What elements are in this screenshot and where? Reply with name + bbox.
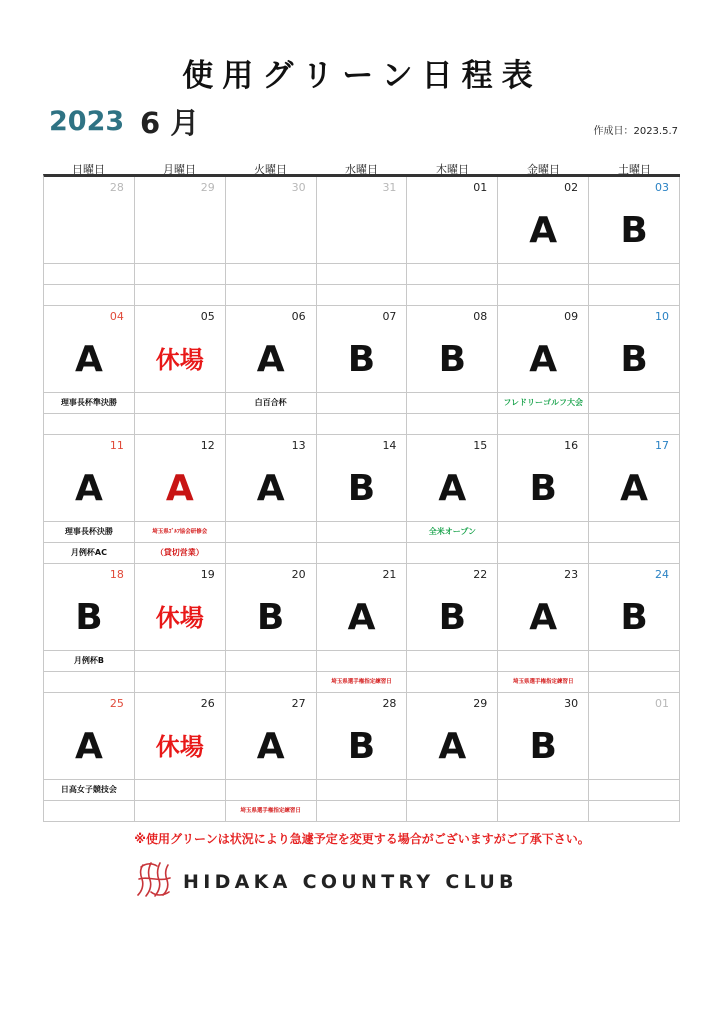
event-cell <box>498 801 589 822</box>
day-cell <box>498 693 589 780</box>
green-label: A <box>620 468 649 509</box>
day-number: 30 <box>564 697 579 710</box>
event-cell <box>407 393 498 414</box>
day-cell <box>498 177 589 264</box>
weekday-sunday: 日曜日 <box>72 163 105 176</box>
weekday-saturday: 土曜日 <box>618 163 651 176</box>
day-number: 18 <box>109 568 124 581</box>
event-cell <box>226 543 317 564</box>
green-label: A <box>438 468 467 509</box>
event-cell <box>317 522 408 543</box>
green-label: A <box>256 339 285 380</box>
green-label: A <box>529 339 558 380</box>
event-cell: 白百合杯 <box>226 393 317 414</box>
closed-label: 休場 <box>155 733 204 761</box>
event-cell <box>317 651 408 672</box>
weekday-monday: 月曜日 <box>163 163 196 176</box>
green-label: B <box>529 468 557 509</box>
green-label: B <box>347 339 376 380</box>
event-row <box>44 414 680 435</box>
day-number: 02 <box>564 181 579 194</box>
day-number: 19 <box>200 568 215 581</box>
event-row <box>44 393 680 414</box>
event-cell: 埼玉県選手権指定練習日 <box>226 801 317 822</box>
event-cell <box>317 393 408 414</box>
event-cell <box>135 780 226 801</box>
event-cell <box>407 264 498 285</box>
event-row <box>44 543 680 564</box>
week-row <box>44 306 680 393</box>
day-number: 24 <box>655 568 670 581</box>
day-cell <box>589 306 680 393</box>
event-cell <box>226 285 317 306</box>
event-cell: フレドリーゴルフ大会 <box>498 393 589 414</box>
event-cell <box>44 285 135 306</box>
day-cell <box>226 177 317 264</box>
day-number: 08 <box>473 310 488 323</box>
day-number: 29 <box>200 181 215 194</box>
event-cell <box>498 285 589 306</box>
day-number: 03 <box>655 181 670 194</box>
event-cell <box>226 522 317 543</box>
day-number: 26 <box>200 697 215 710</box>
day-cell <box>317 435 408 522</box>
green-label: A <box>74 339 103 380</box>
green-label: A <box>74 468 103 509</box>
event-cell <box>135 264 226 285</box>
event-cell <box>135 393 226 414</box>
green-label: B <box>347 468 376 509</box>
day-cell <box>226 435 317 522</box>
event-row <box>44 672 680 693</box>
day-cell <box>498 306 589 393</box>
weekday-thursday: 木曜日 <box>436 163 469 176</box>
day-number: 31 <box>382 181 397 194</box>
day-number: 01 <box>473 181 488 194</box>
week-row <box>44 564 680 651</box>
day-number: 21 <box>382 568 397 581</box>
day-cell <box>226 564 317 651</box>
event-cell <box>407 780 498 801</box>
event-row <box>44 801 680 822</box>
event-cell <box>135 801 226 822</box>
day-number: 15 <box>473 439 488 452</box>
event-cell <box>317 285 408 306</box>
event-cell <box>44 264 135 285</box>
day-cell <box>135 306 226 393</box>
event-cell: 埼玉県選手権指定練習日 <box>317 672 408 693</box>
day-cell <box>407 693 498 780</box>
event-cell <box>44 414 135 435</box>
day-number: 25 <box>109 697 124 710</box>
day-cell <box>226 693 317 780</box>
day-cell <box>407 435 498 522</box>
day-cell <box>317 693 408 780</box>
event-cell <box>589 522 680 543</box>
day-cell <box>589 435 680 522</box>
day-number: 22 <box>473 568 488 581</box>
week-row <box>44 177 680 264</box>
day-cell <box>498 435 589 522</box>
day-number: 07 <box>382 310 397 323</box>
event-cell: 全米オープン <box>407 522 498 543</box>
day-cell <box>407 564 498 651</box>
event-row <box>44 651 680 672</box>
event-cell <box>589 543 680 564</box>
green-label: A <box>529 597 558 638</box>
green-label: A <box>256 726 285 767</box>
day-cell <box>135 564 226 651</box>
green-label: B <box>620 339 648 380</box>
event-cell <box>407 414 498 435</box>
event-cell: 埼玉県選手権指定練習日 <box>498 672 589 693</box>
green-label: B <box>256 597 285 638</box>
day-number: 20 <box>291 568 306 581</box>
week-row <box>44 693 680 780</box>
closed-label: 休場 <box>155 346 204 374</box>
event-cell <box>135 651 226 672</box>
page-title: 使用グリーン日程表 <box>182 58 542 94</box>
green-label: A <box>529 210 558 251</box>
event-cell: （貸切営業） <box>135 543 226 564</box>
event-cell <box>407 285 498 306</box>
day-number: 29 <box>473 697 488 710</box>
event-cell: 日高女子競技会 <box>44 780 135 801</box>
green-label: A <box>74 726 103 767</box>
day-cell <box>226 306 317 393</box>
day-number: 27 <box>291 697 306 710</box>
schedule-note: ※使用グリーンは状況により急遽予定を変更する場合がございますがご了承下さい。 <box>134 832 590 846</box>
event-cell <box>498 414 589 435</box>
day-cell <box>135 693 226 780</box>
day-cell <box>135 177 226 264</box>
event-row <box>44 522 680 543</box>
day-cell <box>589 693 680 780</box>
event-cell: 埼玉県ｺﾞﾙﾌ協会研修会 <box>135 522 226 543</box>
event-cell <box>589 780 680 801</box>
club-name: HIDAKA COUNTRY CLUB <box>183 871 518 893</box>
event-cell: 理事長杯決勝 <box>44 522 135 543</box>
calendar-grid <box>43 174 680 822</box>
event-cell <box>135 285 226 306</box>
event-cell <box>589 801 680 822</box>
event-cell <box>317 264 408 285</box>
event-cell <box>44 672 135 693</box>
day-cell <box>498 564 589 651</box>
day-number: 16 <box>564 439 579 452</box>
day-cell <box>317 564 408 651</box>
day-number: 13 <box>291 439 306 452</box>
event-cell <box>44 801 135 822</box>
day-cell <box>589 564 680 651</box>
green-label: A <box>165 468 194 509</box>
event-cell <box>498 543 589 564</box>
day-number: 01 <box>655 697 670 710</box>
day-number: 05 <box>200 310 215 323</box>
day-number: 04 <box>109 310 124 323</box>
day-number: 11 <box>109 439 124 452</box>
day-number: 12 <box>200 439 215 452</box>
day-number: 28 <box>109 181 124 194</box>
day-number: 23 <box>564 568 579 581</box>
green-label: B <box>347 726 376 767</box>
event-cell <box>589 672 680 693</box>
day-number: 28 <box>382 697 397 710</box>
event-cell <box>498 264 589 285</box>
event-cell <box>135 414 226 435</box>
event-row <box>44 780 680 801</box>
day-number: 09 <box>564 310 579 323</box>
calendar-month: 6 月 <box>140 106 200 140</box>
event-cell <box>498 651 589 672</box>
event-cell <box>407 543 498 564</box>
green-label: A <box>347 597 376 638</box>
event-row <box>44 264 680 285</box>
event-cell <box>589 264 680 285</box>
day-number: 10 <box>655 310 670 323</box>
event-cell: 理事長杯準決勝 <box>44 393 135 414</box>
green-label: B <box>438 339 467 380</box>
event-cell <box>407 801 498 822</box>
green-label: B <box>620 210 648 251</box>
event-cell: 月例杯B <box>44 651 135 672</box>
event-cell <box>407 672 498 693</box>
event-cell: 月例杯AC <box>44 543 135 564</box>
event-cell <box>498 522 589 543</box>
hcc-monogram-icon <box>136 860 172 898</box>
event-cell <box>226 780 317 801</box>
closed-label: 休場 <box>155 604 204 632</box>
day-cell <box>135 435 226 522</box>
green-label: A <box>438 726 467 767</box>
event-cell <box>317 414 408 435</box>
weekday-wednesday: 水曜日 <box>345 163 378 176</box>
created-date: 作成日：2023.5.7 <box>593 126 678 137</box>
event-cell <box>226 264 317 285</box>
day-cell <box>317 177 408 264</box>
day-cell <box>44 564 135 651</box>
day-number: 30 <box>291 181 306 194</box>
day-cell <box>317 306 408 393</box>
calendar-year: 2023 <box>49 106 125 137</box>
event-cell <box>589 285 680 306</box>
day-cell <box>589 177 680 264</box>
green-label: B <box>75 597 103 638</box>
green-label: A <box>256 468 285 509</box>
weekday-header <box>43 161 680 174</box>
day-number: 17 <box>655 439 670 452</box>
day-number: 06 <box>291 310 306 323</box>
weekday-friday: 金曜日 <box>527 163 560 176</box>
event-cell <box>226 651 317 672</box>
green-label: B <box>438 597 467 638</box>
day-cell <box>44 177 135 264</box>
green-label: B <box>620 597 648 638</box>
event-cell <box>317 543 408 564</box>
day-cell <box>407 177 498 264</box>
day-cell <box>407 306 498 393</box>
day-cell <box>44 306 135 393</box>
event-cell <box>589 651 680 672</box>
weekday-tuesday: 火曜日 <box>254 163 287 176</box>
event-cell <box>407 651 498 672</box>
event-cell <box>498 780 589 801</box>
event-cell <box>589 393 680 414</box>
event-cell <box>135 672 226 693</box>
day-number: 14 <box>382 439 397 452</box>
event-cell <box>589 414 680 435</box>
event-row <box>44 285 680 306</box>
event-cell <box>226 672 317 693</box>
event-cell <box>317 801 408 822</box>
event-cell <box>226 414 317 435</box>
day-cell <box>44 435 135 522</box>
event-cell <box>317 780 408 801</box>
week-row <box>44 435 680 522</box>
green-label: B <box>529 726 557 767</box>
day-cell <box>44 693 135 780</box>
